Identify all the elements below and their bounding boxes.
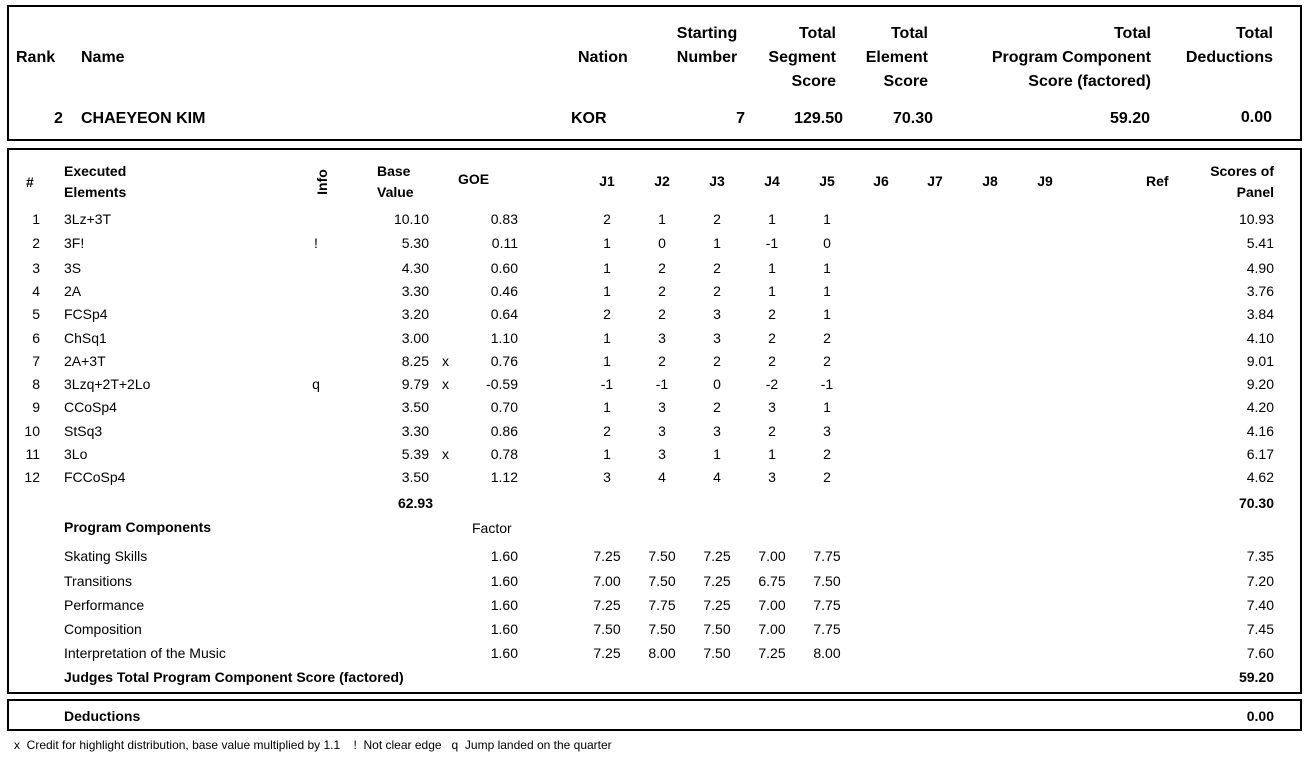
element-goe: 0.60 <box>490 260 518 276</box>
element-name: 3Lzq+2T+2Lo <box>64 376 151 392</box>
element-judge-score: 2 <box>823 330 831 346</box>
element-name: 3Lz+3T <box>64 211 112 227</box>
element-judge-score: 1 <box>603 353 611 369</box>
element-panel-score: 3.84 <box>1246 306 1274 322</box>
element-judge-score: -2 <box>765 376 779 392</box>
element-number: 2 <box>32 235 40 251</box>
component-panel-score: 7.60 <box>1246 645 1274 661</box>
element-info: q <box>312 376 320 392</box>
element-goe: 0.46 <box>490 283 518 299</box>
element-goe: 0.83 <box>490 211 518 227</box>
element-judge-score: 2 <box>713 399 721 415</box>
element-panel-score: 5.41 <box>1246 235 1274 251</box>
element-base-value: 5.39 <box>401 446 429 462</box>
judge-header-j9: J9 <box>1037 173 1053 189</box>
element-bonus-marker: x <box>442 446 449 462</box>
element-judge-score: 2 <box>603 423 611 439</box>
element-number: 10 <box>24 423 40 439</box>
component-judge-score: 6.75 <box>758 573 786 589</box>
deductions-header: Total Deductions <box>1185 25 1273 66</box>
component-judge-score: 7.00 <box>758 597 786 613</box>
element-number: 7 <box>32 353 40 369</box>
element-judge-score: 3 <box>823 423 831 439</box>
element-panel-score: 9.20 <box>1246 376 1274 392</box>
skater-rank: 2 <box>54 110 63 127</box>
element-judge-score: 1 <box>823 283 831 299</box>
judge-header-j1: J1 <box>599 173 615 189</box>
elements-score-total: 70.30 <box>1238 495 1274 511</box>
element-judge-score: 1 <box>823 260 831 276</box>
judge-header-j7: J7 <box>927 173 943 189</box>
skater-name: CHAEYEON KIM <box>81 110 206 127</box>
component-judge-score: 7.25 <box>593 597 621 613</box>
element-base-value: 10.10 <box>393 211 429 227</box>
element-judge-score: 2 <box>768 353 776 369</box>
component-panel-score: 7.35 <box>1246 548 1274 564</box>
elements-base-total: 62.93 <box>397 495 433 511</box>
name-header: Name <box>81 49 125 66</box>
component-factor: 1.60 <box>490 548 518 564</box>
element-judge-score: -1 <box>820 376 834 392</box>
component-judge-score: 7.25 <box>593 548 621 564</box>
element-name: 3S <box>64 260 82 276</box>
element-judge-score: 3 <box>713 306 721 322</box>
component-factor: 1.60 <box>490 573 518 589</box>
element-number: 6 <box>32 330 40 346</box>
element-base-value: 3.30 <box>401 423 429 439</box>
skater-tss: 129.50 <box>794 110 843 127</box>
deductions-box <box>7 699 1302 731</box>
skater-pcs: 59.20 <box>1109 110 1150 127</box>
component-judge-score: 7.25 <box>703 597 731 613</box>
element-judge-score: 0 <box>823 235 831 251</box>
element-judge-score: 2 <box>713 211 721 227</box>
element-judge-score: 1 <box>768 260 776 276</box>
element-number: 3 <box>32 260 40 276</box>
element-goe: 1.12 <box>490 469 518 485</box>
program-components-label: Program Components <box>64 519 212 535</box>
component-judge-score: 7.75 <box>813 597 841 613</box>
element-judge-score: 1 <box>713 235 721 251</box>
element-judge-score: 1 <box>603 446 611 462</box>
skater-tes: 70.30 <box>892 110 933 127</box>
element-judge-score: 3 <box>768 469 776 485</box>
element-judge-score: 1 <box>768 211 776 227</box>
element-judge-score: 1 <box>603 235 611 251</box>
component-judge-score: 7.00 <box>758 548 786 564</box>
element-judge-score: 2 <box>658 306 666 322</box>
element-number: 11 <box>25 446 40 462</box>
element-base-value: 9.79 <box>401 376 429 392</box>
col-info-header: Info <box>314 169 330 195</box>
element-judge-score: 2 <box>713 283 721 299</box>
element-name: 2A+3T <box>64 353 106 369</box>
element-base-value: 3.20 <box>401 306 429 322</box>
element-judge-score: 2 <box>658 353 666 369</box>
skater-nation: KOR <box>571 110 607 127</box>
element-number: 4 <box>32 283 40 299</box>
component-panel-score: 7.45 <box>1246 621 1274 637</box>
element-name: 2A <box>64 283 82 299</box>
element-judge-score: 2 <box>713 260 721 276</box>
component-judge-score: 7.50 <box>648 621 676 637</box>
element-goe: 0.76 <box>490 353 518 369</box>
element-judge-score: 2 <box>768 330 776 346</box>
component-panel-score: 7.40 <box>1246 597 1274 613</box>
element-panel-score: 4.16 <box>1246 423 1274 439</box>
component-panel-score: 7.20 <box>1246 573 1274 589</box>
element-judge-score: 1 <box>823 306 831 322</box>
element-base-value: 3.30 <box>401 283 429 299</box>
component-judge-score: 7.00 <box>593 573 621 589</box>
component-judge-score: 7.50 <box>813 573 841 589</box>
component-judge-score: 7.50 <box>648 573 676 589</box>
element-judge-score: 0 <box>658 235 666 251</box>
element-name: 3F! <box>64 235 85 251</box>
component-name: Performance <box>64 597 145 613</box>
component-judge-score: 7.50 <box>703 621 731 637</box>
element-number: 12 <box>24 469 40 485</box>
component-judge-score: 8.00 <box>648 645 676 661</box>
element-judge-score: 2 <box>768 423 776 439</box>
element-judge-score: 3 <box>658 330 666 346</box>
judge-header-j2: J2 <box>654 173 670 189</box>
element-goe: 0.64 <box>490 306 518 322</box>
element-name: 3Lo <box>64 446 88 462</box>
deductions-value: 0.00 <box>1246 708 1274 724</box>
element-judge-score: 2 <box>768 306 776 322</box>
element-judge-score: 1 <box>603 283 611 299</box>
element-judge-score: 4 <box>658 469 666 485</box>
element-judge-score: 1 <box>768 446 776 462</box>
component-factor: 1.60 <box>490 645 518 661</box>
pcs-total-label: Judges Total Program Component Score (factored) <box>64 669 404 685</box>
component-name: Composition <box>64 621 142 637</box>
element-bonus-marker: x <box>442 353 449 369</box>
element-judge-score: 2 <box>823 446 831 462</box>
component-judge-score: 7.50 <box>703 645 731 661</box>
judge-header-j6: J6 <box>873 173 889 189</box>
element-judge-score: 1 <box>603 330 611 346</box>
element-panel-score: 3.76 <box>1246 283 1274 299</box>
element-goe: 0.86 <box>490 423 518 439</box>
element-name: FCSp4 <box>64 306 108 322</box>
element-name: FCCoSp4 <box>64 469 126 485</box>
component-factor: 1.60 <box>490 597 518 613</box>
element-panel-score: 4.62 <box>1246 469 1274 485</box>
component-factor: 1.60 <box>490 621 518 637</box>
col-goe-header: GOE <box>458 171 490 187</box>
element-judge-score: 1 <box>658 211 666 227</box>
element-name: StSq3 <box>64 423 103 439</box>
tss-header: Total Segment Score <box>768 25 836 90</box>
element-bonus-marker: x <box>442 376 449 392</box>
element-goe: -0.59 <box>486 376 518 392</box>
nation-header: Nation <box>578 49 628 66</box>
element-panel-score: 4.20 <box>1246 399 1274 415</box>
element-info: ! <box>314 235 318 251</box>
factor-label: Factor <box>472 520 512 536</box>
element-judge-score: 3 <box>603 469 611 485</box>
footnote-legend: x Credit for highlight distribution, base value multiplied by 1.1 ! Not clear edge q Jump landed on the quarter <box>14 738 612 752</box>
skater-starting-number: 7 <box>736 110 745 127</box>
element-panel-score: 4.10 <box>1246 330 1274 346</box>
component-judge-score: 7.50 <box>648 548 676 564</box>
judge-header-j8: J8 <box>982 173 998 189</box>
component-name: Transitions <box>64 573 132 589</box>
component-judge-score: 7.75 <box>813 621 841 637</box>
element-panel-score: 4.90 <box>1246 260 1274 276</box>
element-judge-score: 2 <box>823 353 831 369</box>
col-num-header: # <box>26 174 34 190</box>
judge-header-j5: J5 <box>819 173 835 189</box>
element-base-value: 5.30 <box>401 235 429 251</box>
element-judge-score: 1 <box>823 399 831 415</box>
element-number: 5 <box>32 306 40 322</box>
element-judge-score: 3 <box>768 399 776 415</box>
component-judge-score: 8.00 <box>813 645 841 661</box>
col-panel-header: Scores of Panel <box>1210 163 1274 200</box>
element-number: 8 <box>32 376 40 392</box>
tes-header: Total Element Score <box>865 25 928 90</box>
element-judge-score: 1 <box>713 446 721 462</box>
element-judge-score: 3 <box>658 446 666 462</box>
col-base-header: Base Value <box>377 163 414 200</box>
element-name: ChSq1 <box>64 330 107 346</box>
pcs-header: Total Program Component Score (factored) <box>991 25 1151 90</box>
element-judge-score: 2 <box>713 353 721 369</box>
element-base-value: 3.50 <box>401 469 429 485</box>
element-judge-score: 4 <box>713 469 721 485</box>
starting-number-header: Starting Number <box>676 25 738 66</box>
component-judge-score: 7.25 <box>703 573 731 589</box>
rank-header: Rank <box>16 49 56 66</box>
element-goe: 1.10 <box>490 330 518 346</box>
element-judge-score: 2 <box>658 260 666 276</box>
element-judge-score: 2 <box>658 283 666 299</box>
element-goe: 0.78 <box>490 446 518 462</box>
col-ref-header: Ref <box>1146 173 1169 189</box>
component-judge-score: 7.25 <box>593 645 621 661</box>
element-panel-score: 6.17 <box>1246 446 1274 462</box>
element-judge-score: 3 <box>658 399 666 415</box>
deductions-label: Deductions <box>64 708 141 724</box>
element-judge-score: 1 <box>603 399 611 415</box>
element-panel-score: 10.93 <box>1238 211 1274 227</box>
element-judge-score: 3 <box>658 423 666 439</box>
component-judge-score: 7.75 <box>813 548 841 564</box>
skater-deductions: 0.00 <box>1240 109 1272 126</box>
element-judge-score: 2 <box>823 469 831 485</box>
element-base-value: 3.50 <box>401 399 429 415</box>
judge-header-j3: J3 <box>709 173 725 189</box>
element-judge-score: 3 <box>713 423 721 439</box>
element-judge-score: 3 <box>713 330 721 346</box>
element-name: CCoSp4 <box>64 399 117 415</box>
judge-header-j4: J4 <box>764 173 780 189</box>
component-name: Interpretation of the Music <box>64 645 226 661</box>
component-judge-score: 7.25 <box>758 645 786 661</box>
element-judge-score: 1 <box>823 211 831 227</box>
component-judge-score: 7.50 <box>593 621 621 637</box>
element-judge-score: 1 <box>603 260 611 276</box>
element-goe: 0.11 <box>491 235 518 251</box>
col-executed-header: Executed Elements <box>64 163 127 200</box>
element-base-value: 3.00 <box>401 330 429 346</box>
element-base-value: 8.25 <box>401 353 429 369</box>
element-judge-score: 0 <box>713 376 721 392</box>
component-judge-score: 7.00 <box>758 621 786 637</box>
element-judge-score: 2 <box>603 211 611 227</box>
element-panel-score: 9.01 <box>1246 353 1274 369</box>
element-judge-score: 2 <box>603 306 611 322</box>
element-number: 9 <box>32 399 40 415</box>
element-number: 1 <box>32 211 40 227</box>
pcs-total-value: 59.20 <box>1238 669 1274 685</box>
component-name: Skating Skills <box>64 548 148 564</box>
element-goe: 0.70 <box>490 399 518 415</box>
element-judge-score: 1 <box>768 283 776 299</box>
element-judge-score: -1 <box>765 235 779 251</box>
element-base-value: 4.30 <box>401 260 429 276</box>
component-judge-score: 7.75 <box>648 597 676 613</box>
element-judge-score: -1 <box>655 376 669 392</box>
component-judge-score: 7.25 <box>703 548 731 564</box>
element-judge-score: -1 <box>600 376 614 392</box>
